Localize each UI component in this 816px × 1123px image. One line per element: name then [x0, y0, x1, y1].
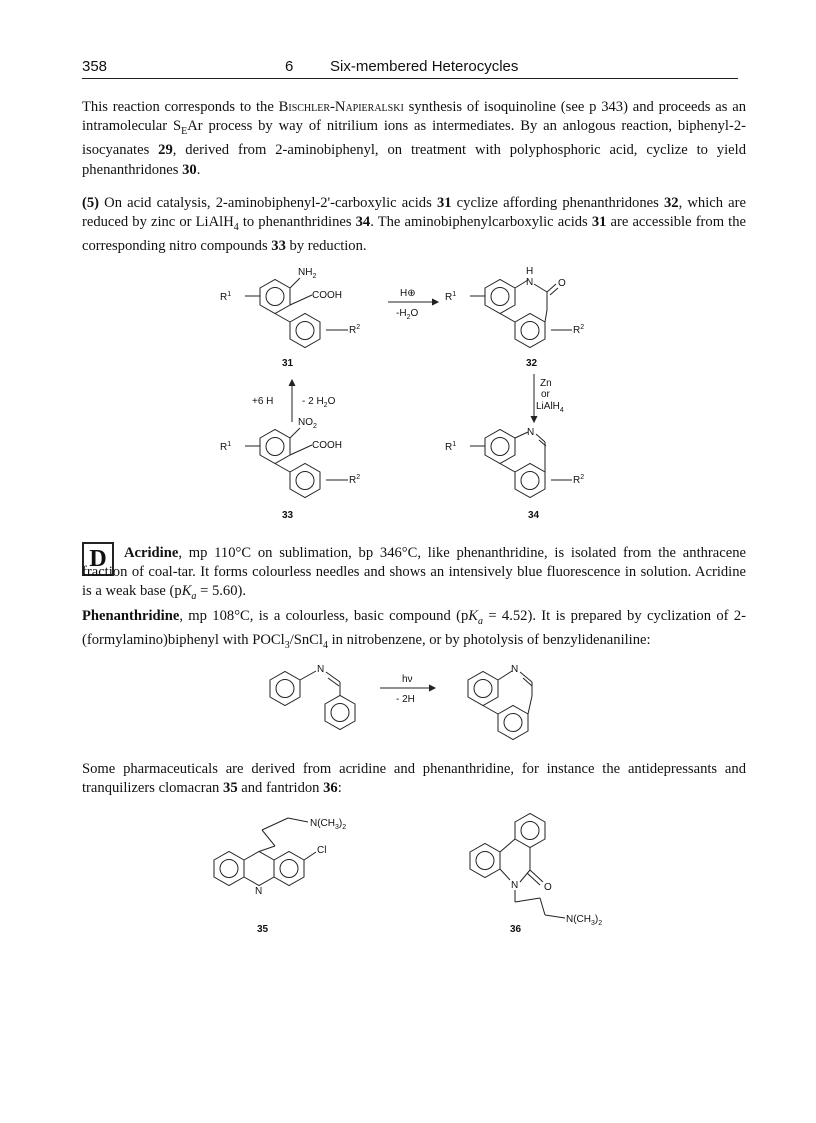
svg-text:Cl: Cl: [317, 845, 327, 856]
structure-31: [220, 267, 360, 369]
structure-36-fantridon: [470, 814, 602, 936]
svg-text:NO2: $NO_2$: [298, 417, 317, 430]
compound-number-36: 36: [510, 924, 522, 935]
svg-text:O: O: [558, 278, 566, 289]
svg-text:or: or: [541, 389, 550, 400]
running-header: [82, 56, 738, 79]
svg-text:R2: $R^2$: [349, 474, 361, 486]
svg-text:N: N: [511, 664, 519, 675]
svg-text:H⊕: H⊕: [400, 288, 416, 299]
chapter-number: 6: [285, 58, 294, 75]
svg-text:R1: $R^1$: [220, 441, 232, 453]
paragraph-acridine: Acridine, mp 110°C on sublimation, bp 346°C, like phenanthridine, is isolated from the anthracene fraction of coal-tar. It forms colourless needles and shows an intensively blue fluorescence in solution. Acridine is a weak base $(pK_a = 5.60)$. Phenanthridine, mp 108°C, is a colourless, basic compound $(pK_a = 4.52)$. It is prepared by cyclization of 2-(formylamino)biphenyl with POCl$_3$/SnCl$_4$ in nitrobenzene, or by photolysis of benzylidenaniline:: [82, 545, 746, 651]
reduction-arrow: [252, 380, 336, 422]
paragraph-pharmaceuticals: Some pharmaceuticals are derived from acridine and phenanthridine, for instance the antidepressants and tranquilizers clomacran 35 and fantridon 36:: [82, 761, 746, 797]
svg-text:LiAlH4: LiAlH$_4$: [536, 401, 564, 414]
r2-label: $R^2$: [349, 324, 361, 336]
photolysis-arrow: [380, 674, 435, 705]
reaction-scheme-phenanthridone: [200, 262, 620, 532]
r1-label: $R^1$: [220, 291, 232, 303]
svg-text:H: H: [526, 266, 534, 277]
structure-34: [445, 427, 584, 521]
svg-text:N: N: [317, 664, 325, 675]
svg-text:R1: $R^1$: [445, 441, 457, 453]
svg-text:R1: $R^1$: [445, 291, 457, 303]
compound-number-31: 31: [282, 358, 294, 369]
compound-number-34: 34: [528, 510, 540, 521]
svg-text:N: N: [511, 880, 519, 891]
svg-text:Zn: Zn: [540, 378, 552, 389]
svg-text:- 2 H2O: - 2 $H_2O$: [302, 396, 336, 409]
structure-32: [445, 266, 584, 369]
page-number: 358: [82, 58, 108, 75]
structure-33: [220, 417, 360, 521]
svg-text:R2: $R^2$: [573, 324, 585, 336]
svg-text:N: N: [526, 277, 534, 288]
structure-phenanthridine: [468, 664, 532, 740]
svg-text:COOH: COOH: [312, 440, 342, 451]
paragraph-acid-catalysis: (5) On acid catalysis, 2-aminobiphenyl-2'-carboxylic acids 31 cyclize affording phenanthridones 32, which are reduced by zinc or LiAlH$_4$ to phenanthridines 34. The aminobiphenylcarboxylic acids 31 are accessible from the corresponding nitro compounds 33 by reduction.: [82, 195, 747, 255]
drug-structures: [200, 810, 620, 950]
chapter-title: Six-membered Heterocycles: [330, 58, 519, 75]
cooh-label: COOH: [312, 290, 342, 301]
reaction-scheme-photolysis: [260, 660, 580, 740]
svg-text:N: N: [527, 427, 535, 438]
svg-text:N(CH3)2: $N(CH_3)_2$: [566, 914, 603, 927]
acid-arrow: [388, 288, 438, 321]
structure-benzylidenaniline: [270, 664, 355, 730]
compound-number-32: 32: [526, 358, 538, 369]
svg-text:N: N: [255, 886, 263, 897]
svg-text:-H2O: $-H_2O$: [396, 308, 419, 321]
svg-text:R2: $R^2$: [573, 474, 585, 486]
svg-text:hν: hν: [402, 674, 413, 685]
compound-number-35: 35: [257, 924, 269, 935]
structure-35-clomacran: [214, 818, 346, 935]
svg-text:- 2H: - 2H: [396, 694, 415, 705]
svg-text:O: O: [544, 882, 552, 893]
svg-text:N(CH3)2: $N(CH_3)_2$: [310, 818, 347, 831]
svg-text:+6 H: +6 H: [252, 396, 274, 407]
compound-number-33: 33: [282, 510, 294, 521]
zinc-reduction-arrow: [531, 374, 564, 422]
paragraph-bischler: This reaction corresponds to the Bischler-Napieralski synthesis of isoquinoline (see p 343) and proceeds as an intramolecular $S_EAr$ process by way of nitrilium ions as intermediates. By an anlogous reaction, biphenyl-2-isocyanates 29, derived from 2-aminobiphenyl, on treatment with polyphosphoric acid, cyclize to yield phenanthridones 30.: [82, 99, 746, 178]
section-d-marker: D: [82, 542, 114, 576]
nh2-label: $NH_2$: [298, 267, 317, 280]
